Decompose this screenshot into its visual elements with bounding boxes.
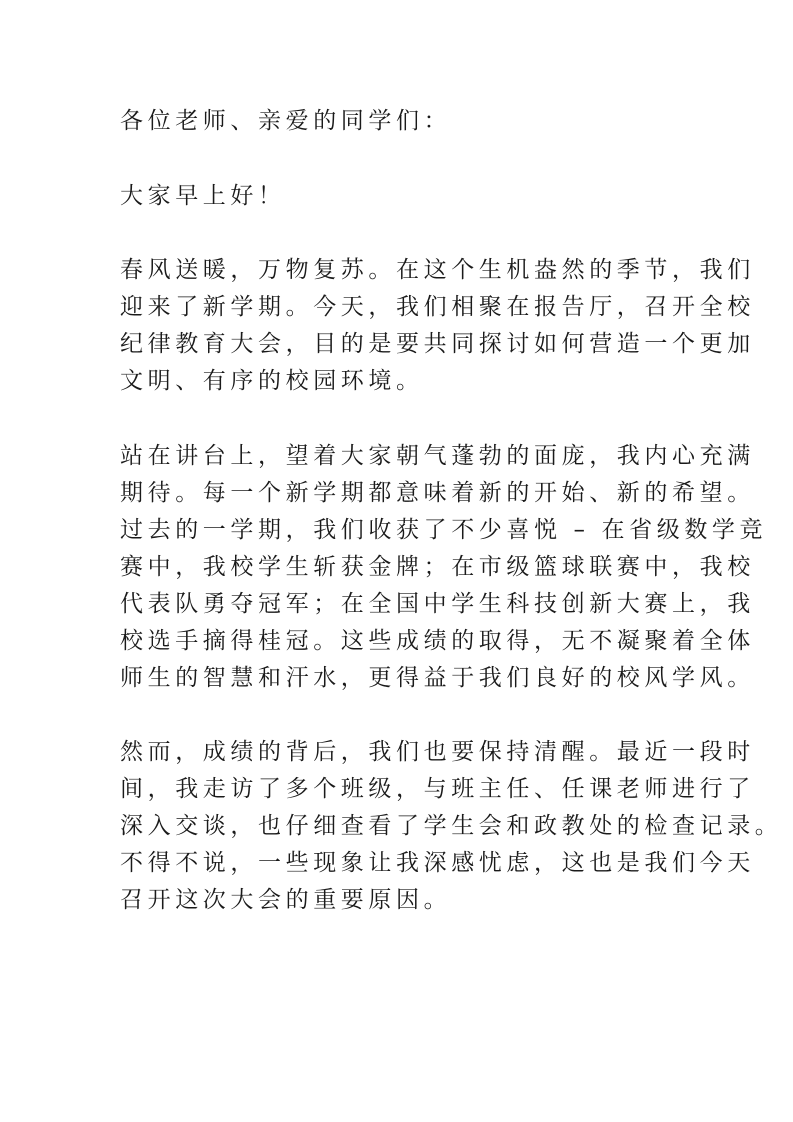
paragraph-2	[120, 438, 768, 697]
paragraph-line: 然而，成绩的背后，我们也要保持清醒。最近一段时	[120, 739, 755, 765]
salutation-text: 各位老师、亲爱的同学们：	[120, 108, 452, 134]
paragraph-line: 赛中，我校学生斩获金牌；在市级篮球联赛中，我校	[120, 553, 755, 580]
paragraph-line: 深入交谈，也仔细查看了学生会和政教处的检查记录。	[120, 813, 783, 839]
paragraph-1	[120, 252, 755, 400]
paragraph-3	[120, 734, 783, 919]
paragraph-line: 师生的智慧和汗水，更得益于我们良好的校风学风。	[120, 664, 755, 691]
greeting	[120, 178, 680, 215]
paragraph-line: 期待。每一个新学期都意味着新的开始、新的希望。	[120, 479, 755, 506]
paragraph-line: 文明、有序的校园环境。	[120, 368, 424, 394]
greeting-text: 大家早上好！	[120, 182, 286, 209]
salutation	[120, 103, 680, 140]
paragraph-line: 过去的一学期，我们收获了不少喜悦 – 在省级数学竞	[120, 516, 768, 543]
paragraph-line: 召开这次大会的重要原因。	[120, 887, 452, 913]
paragraph-line: 间，我走访了多个班级，与班主任、任课老师进行了	[120, 776, 755, 802]
paragraph-line: 纪律教育大会，目的是要共同探讨如何营造一个更加	[120, 331, 755, 357]
paragraph-gap	[120, 215, 680, 253]
paragraph-line: 迎来了新学期。今天，我们相聚在报告厅，召开全校	[120, 294, 755, 320]
paragraph-line: 校选手摘得桂冠。这些成绩的取得，无不凝聚着全体	[120, 627, 755, 654]
paragraph-line: 代表队勇夺冠军；在全国中学生科技创新大赛上，我	[120, 590, 755, 617]
paragraph-line: 站在讲台上，望着大家朝气蓬勃的面庞，我内心充满	[120, 442, 755, 469]
paragraph-gap	[120, 140, 680, 178]
paragraph-gap	[120, 400, 680, 438]
paragraph-line: 不得不说，一些现象让我深感忧虑，这也是我们今天	[120, 850, 755, 876]
paragraph-line: 春风送暖，万物复苏。在这个生机盎然的季节，我们	[120, 257, 755, 283]
paragraph-gap	[120, 697, 680, 735]
document-page	[120, 103, 783, 919]
